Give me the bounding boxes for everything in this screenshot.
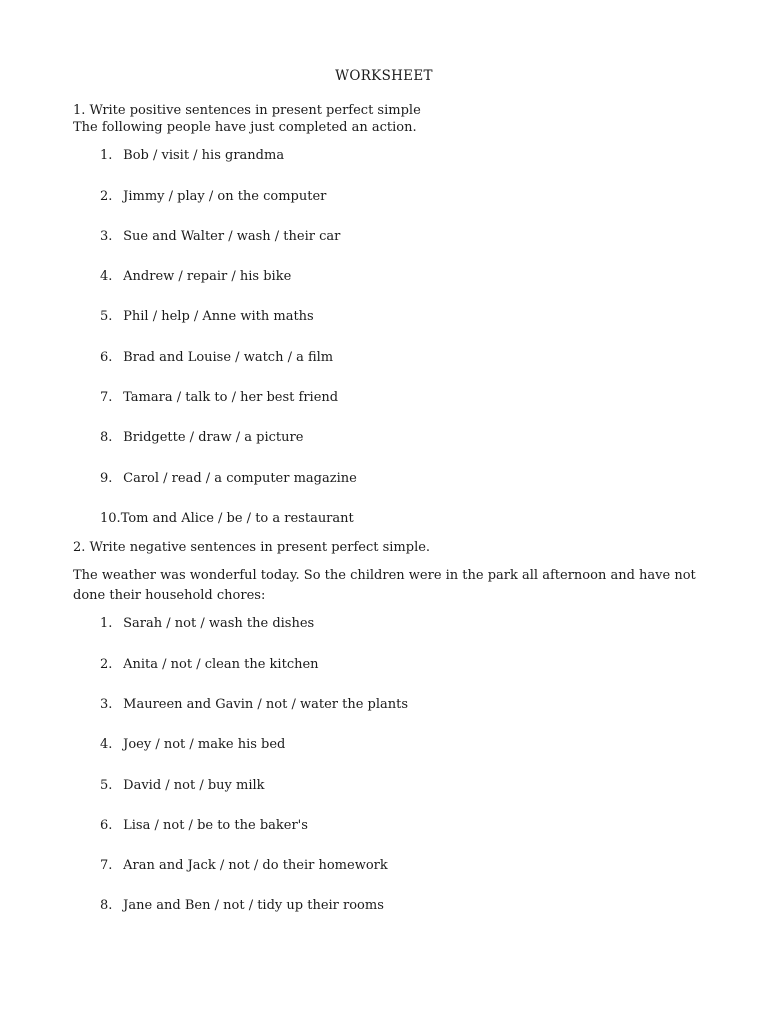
- item-number: 5.: [100, 778, 113, 793]
- list-item: [100, 898, 384, 913]
- item-number: 1.: [100, 616, 113, 631]
- list-item: [100, 350, 333, 365]
- item-text: Joey / not / make his bed: [123, 737, 286, 752]
- list-item: [100, 309, 314, 324]
- item-number: 3.: [100, 697, 113, 712]
- item-number: 3.: [100, 229, 113, 244]
- list-item: [100, 430, 303, 445]
- list-item: [100, 471, 357, 486]
- item-number: 4.: [100, 737, 113, 752]
- section2-intro: The weather was wonderful today. So the children were in the park all afternoon and have not done their household chores:: [73, 568, 696, 603]
- item-number: 10.: [100, 511, 121, 526]
- item-number: 6.: [100, 818, 113, 833]
- list-item: [100, 390, 338, 405]
- list-item: [100, 269, 291, 284]
- item-number: 7.: [100, 858, 113, 873]
- item-text: Carol / read / a computer magazine: [123, 471, 357, 486]
- item-number: 8.: [100, 430, 113, 445]
- list-item: [100, 229, 340, 244]
- item-number: 5.: [100, 309, 113, 324]
- section2-heading: 2. Write negative sentences in present perfect simple.: [73, 540, 431, 555]
- list-item: [100, 148, 284, 163]
- list-item: [100, 511, 354, 526]
- page-title: WORKSHEET: [335, 68, 433, 84]
- list-item: [100, 737, 285, 752]
- section1-heading: 1. Write positive sentences in present perfect simple: [73, 103, 421, 118]
- item-number: 4.: [100, 269, 113, 284]
- item-text: David / not / buy milk: [123, 778, 265, 793]
- list-item: [100, 697, 408, 712]
- item-number: 7.: [100, 390, 113, 405]
- item-text: Sarah / not / wash the dishes: [123, 616, 315, 631]
- list-item: [100, 858, 388, 873]
- item-text: Anita / not / clean the kitchen: [123, 657, 319, 672]
- item-text: Jane and Ben / not / tidy up their rooms: [123, 898, 384, 913]
- list-item: [100, 778, 265, 793]
- item-text: Bridgette / draw / a picture: [123, 430, 304, 445]
- item-text: Sue and Walter / wash / their car: [123, 229, 341, 244]
- item-text: Tom and Alice / be / to a restaurant: [120, 511, 354, 526]
- item-number: 2.: [100, 657, 113, 672]
- item-text: Lisa / not / be to the baker's: [123, 818, 308, 833]
- list-item: [100, 189, 326, 204]
- item-text: Aran and Jack / not / do their homework: [123, 858, 388, 873]
- item-text: Jimmy / play / on the computer: [123, 189, 327, 204]
- item-number: 6.: [100, 350, 113, 365]
- item-text: Brad and Louise / watch / a film: [123, 350, 334, 365]
- item-text: Bob / visit / his grandma: [123, 148, 285, 163]
- item-text: Maureen and Gavin / not / water the plants: [123, 697, 409, 712]
- item-text: Andrew / repair / his bike: [123, 269, 292, 284]
- section1-intro: The following people have just completed an action.: [73, 120, 417, 135]
- item-number: 1.: [100, 148, 113, 163]
- list-item: [100, 818, 308, 833]
- item-text: Phil / help / Anne with maths: [123, 309, 314, 324]
- item-number: 9.: [100, 471, 113, 486]
- item-number: 8.: [100, 898, 113, 913]
- item-text: Tamara / talk to / her best friend: [123, 390, 339, 405]
- list-item: [100, 657, 319, 672]
- list-item: [100, 616, 314, 631]
- item-number: 2.: [100, 189, 113, 204]
